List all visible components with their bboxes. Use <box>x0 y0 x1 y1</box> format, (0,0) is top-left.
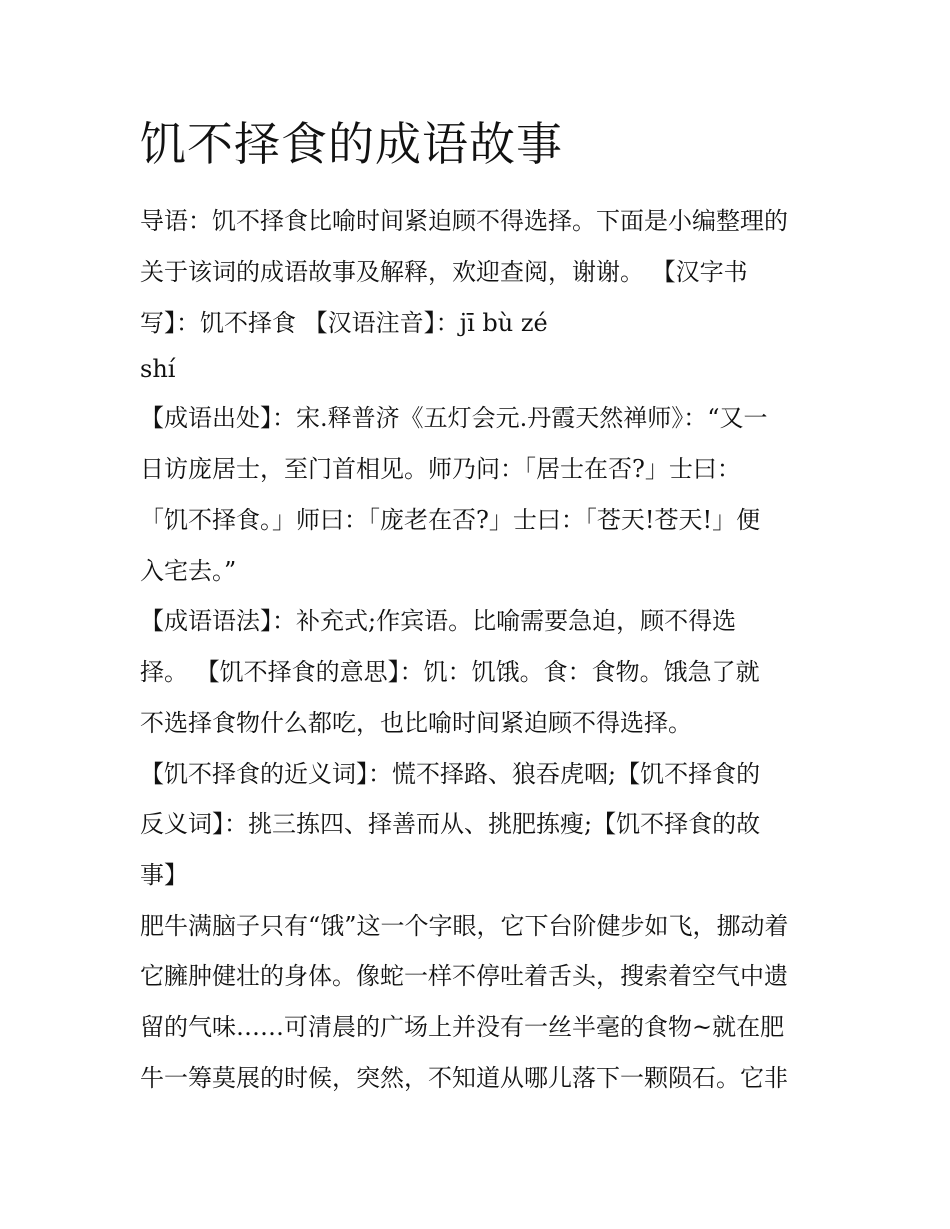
text-line-14: 事】 <box>140 861 188 889</box>
text-line-16: 它臃肿健壮的身体。像蛇一样不停吐着舌头，搜索着空气中遗 <box>140 962 788 990</box>
document-title: 饥不择食的成语故事 <box>140 117 563 171</box>
text-line-1: 导语：饥不择食比喻时间紧迫顾不得选择。下面是小编整理的 <box>140 207 788 235</box>
text-line-15: 肥牛满脑子只有“饿”这一个字眼，它下台阶健步如飞，挪动着 <box>140 912 789 940</box>
text-line-8: 入宅去。” <box>140 557 237 585</box>
text-line-12: 【饥不择食的近义词】：慌不择路、狼吞虎咽;【饥不择食的 <box>140 760 761 788</box>
text-line-6: 日访庞居士，至门首相见。师乃问：「居士在否?」士曰： <box>140 455 741 483</box>
text-line-10: 择。 【饥不择食的意思】：饥：饥饿。食：食物。饿急了就 <box>140 658 760 686</box>
text-line-17: 留的气味……可清晨的广场上并没有一丝半毫的食物~就在肥 <box>140 1013 785 1041</box>
text-line-5: 【成语出处】：宋.释普济《五灯会元.丹霞天然禅师》：“又一 <box>140 404 768 432</box>
text-line-7: 「饥不择食。」师曰：「庞老在否?」士曰：「苍天!苍天!」便 <box>140 506 761 534</box>
text-line-13: 反义词】：挑三拣四、择善而从、挑肥拣瘦;【饥不择食的故 <box>140 810 761 838</box>
text-line-2: 关于该词的成语故事及解释，欢迎查阅，谢谢。 【汉字书 <box>140 258 748 286</box>
text-line-11: 不选择食物什么都吃，也比喻时间紧迫顾不得选择。 <box>140 709 692 737</box>
text-line-4: shí <box>140 355 176 383</box>
text-line-9: 【成语语法】：补充式;作宾语。比喻需要急迫，顾不得选 <box>140 607 737 635</box>
text-line-3: 写】：饥不择食 【汉语注音】：jī bù zé <box>140 309 548 337</box>
text-line-18: 牛一筹莫展的时候，突然，不知道从哪儿落下一颗陨石。它非 <box>140 1064 788 1092</box>
